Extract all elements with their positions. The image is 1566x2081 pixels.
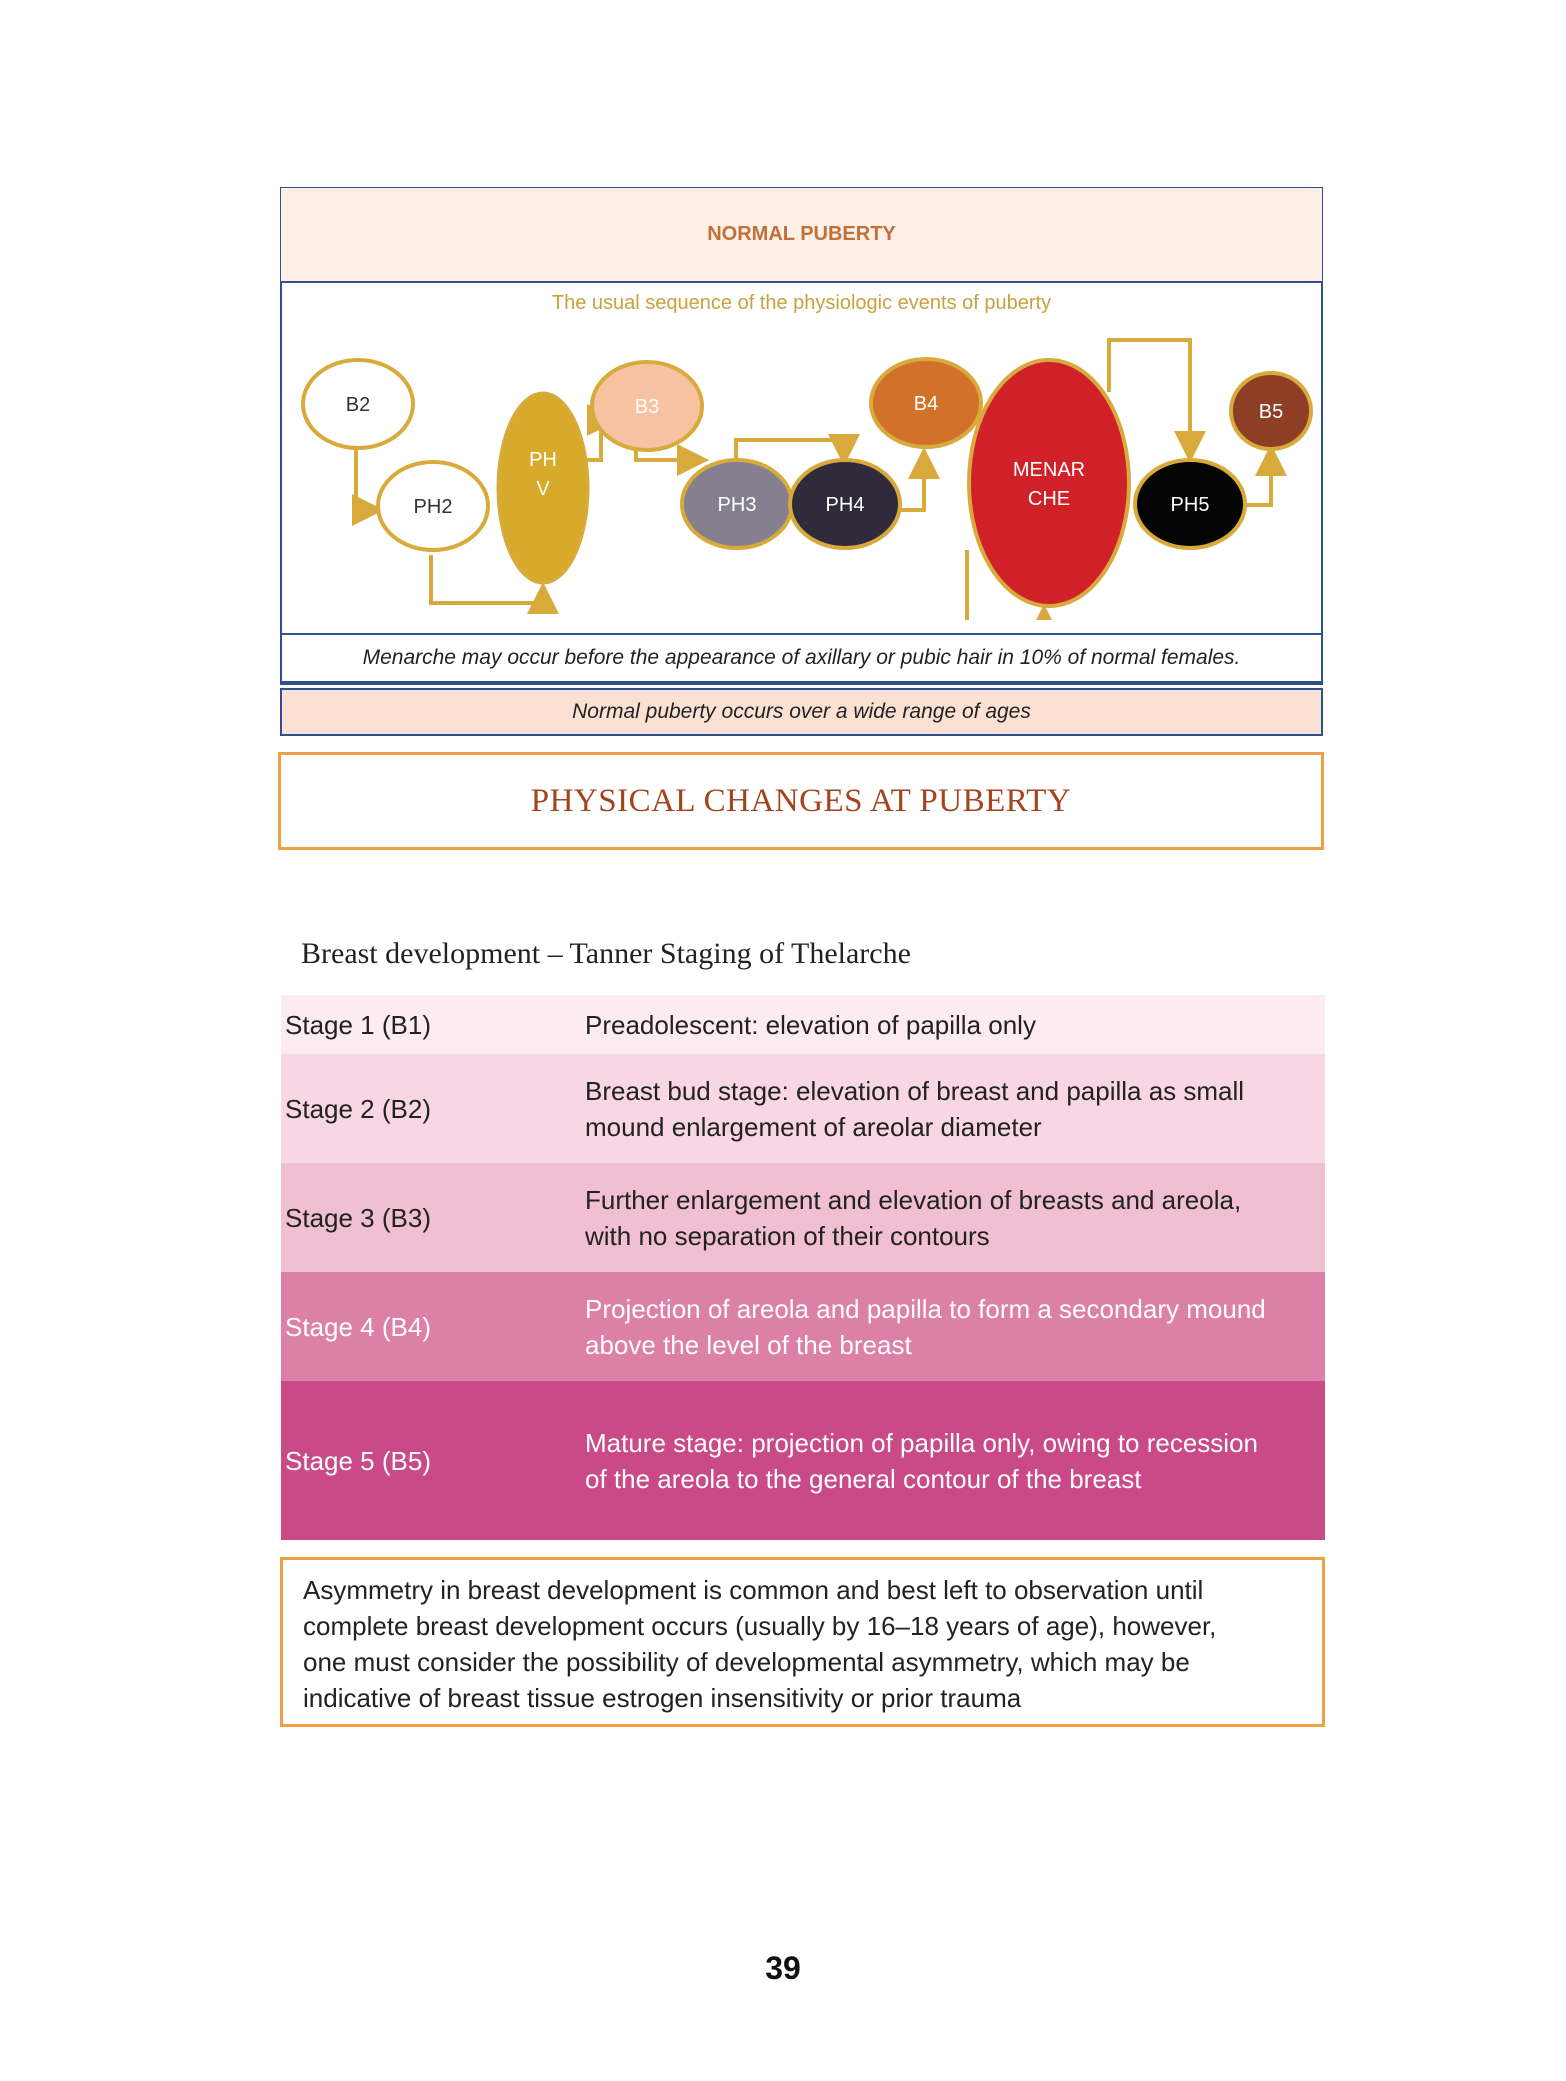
tanner-stage-label: Stage 1 (B1)	[285, 1009, 431, 1040]
node-b5	[1231, 373, 1311, 449]
tanner-description-line: mound enlargement of areolar diameter	[585, 1111, 1042, 1142]
tanner-stage-description	[585, 1182, 1325, 1254]
node-phv-label-2: V	[536, 478, 550, 500]
tanner-stage-description	[585, 1007, 1325, 1043]
asymmetry-line: complete breast development occurs (usually by 16–18 years of age), however,	[303, 1611, 1217, 1641]
tanner-description-line: Projection of areola and papilla to form a secondary mound	[585, 1293, 1266, 1324]
node-b3	[592, 362, 702, 450]
normal-puberty-title: NORMAL PUBERTY	[281, 188, 1322, 283]
tanner-description-line: above the level of the breast	[585, 1329, 912, 1360]
normal-puberty-subtitle: The usual sequence of the physiologic events of puberty	[551, 292, 1052, 314]
tanner-stage-description	[585, 1291, 1325, 1363]
tanner-stage-description	[585, 1425, 1325, 1497]
age-range-note: Normal puberty occurs over a wide range of ages	[280, 688, 1323, 736]
node-ph3	[682, 460, 792, 548]
node-b4-label: B4	[913, 393, 939, 415]
tanner-stage-label: Stage 2 (B2)	[285, 1093, 431, 1124]
tanner-description-line: Breast bud stage: elevation of breast and papilla as small	[585, 1075, 1245, 1106]
tanner-row	[281, 1054, 1325, 1163]
asymmetry-line: one must consider the possibility of developmental asymmetry, which may be	[303, 1647, 1190, 1677]
arrow-ph4-b4	[899, 455, 924, 510]
node-menarche-label-2: CHE	[1027, 488, 1071, 510]
tanner-description-line: of the areola to the general contour of the breast	[585, 1463, 1142, 1494]
tanner-stage-label: Stage 4 (B4)	[285, 1311, 431, 1342]
page-number: 39	[765, 1950, 801, 1986]
arrow-ph5-b5	[1243, 452, 1271, 505]
node-b2-label: B2	[345, 394, 371, 416]
tanner-row	[281, 1381, 1325, 1540]
tanner-description-line: Preadolescent: elevation of papilla only	[585, 1009, 1036, 1040]
node-ph2	[378, 462, 488, 550]
node-ph5	[1135, 460, 1245, 548]
tanner-staging-table	[281, 995, 1325, 1540]
node-menarche-label-1: MENAR	[1012, 459, 1086, 481]
breast-development-heading: Breast development – Tanner Staging of Thelarche	[301, 937, 911, 970]
physical-changes-title: PHYSICAL CHANGES AT PUBERTY	[278, 752, 1324, 850]
arrow-b2-ph2	[356, 450, 376, 510]
tanner-description-line: Mature stage: projection of papilla only, owing to recession	[585, 1427, 1259, 1458]
node-ph4-label: PH4	[825, 494, 865, 516]
asymmetry-line: indicative of breast tissue estrogen insensitivity or prior trauma	[303, 1683, 1022, 1713]
tanner-stage-label: Stage 3 (B3)	[285, 1202, 431, 1233]
tanner-row	[281, 995, 1325, 1054]
node-b5-label: B5	[1258, 401, 1284, 423]
asymmetry-line: Asymmetry in breast development is common and best left to observation until	[303, 1575, 1204, 1605]
node-b3-label: B3	[634, 396, 660, 418]
node-ph5-label: PH5	[1170, 494, 1210, 516]
node-b4	[871, 359, 981, 447]
node-phv-label-1: PH	[529, 449, 557, 471]
node-b2	[303, 360, 413, 448]
tanner-row	[281, 1163, 1325, 1272]
node-ph3-label: PH3	[717, 494, 757, 516]
asymmetry-note	[280, 1557, 1325, 1727]
node-ph4	[790, 460, 900, 548]
menarche-note: Menarche may occur before the appearance of axillary or pubic hair in 10% of normal females.	[280, 633, 1323, 683]
node-phv	[498, 393, 588, 583]
tanner-stage-description	[585, 1073, 1325, 1145]
tanner-row	[281, 1272, 1325, 1381]
node-ph2-label: PH2	[413, 496, 453, 518]
tanner-description-line: Further enlargement and elevation of breasts and areola,	[585, 1184, 1242, 1215]
tanner-stage-label: Stage 5 (B5)	[285, 1445, 431, 1476]
node-menarche	[969, 360, 1129, 606]
puberty-sequence-diagram	[281, 320, 1322, 620]
tanner-description-line: with no separation of their contours	[585, 1220, 990, 1251]
